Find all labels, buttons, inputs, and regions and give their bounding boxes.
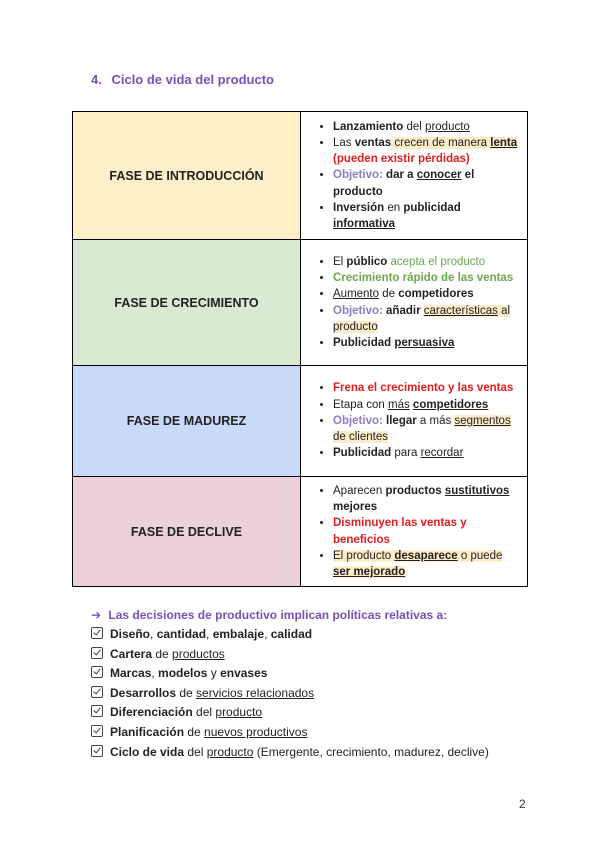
text-run: Cartera (110, 646, 153, 661)
text-run: mejores (333, 501, 378, 514)
text-run: producto (206, 744, 254, 759)
phase-name: FASE DE DECLIVE (73, 477, 301, 587)
text-run: sustitutivos (444, 484, 510, 497)
phase-bullet (333, 397, 521, 413)
text-run: dar a (382, 169, 417, 182)
text-run: Disminuyen las ventas y beneficios (333, 517, 467, 546)
text-run: El (333, 255, 347, 268)
text-run: Objetivo: (333, 414, 383, 427)
text-run: añadir (382, 304, 424, 317)
text-run: y (207, 666, 221, 681)
checkbox-checked-icon (91, 666, 103, 678)
text-run: (pueden existir pérdidas) (333, 153, 470, 166)
text-run: acepta el producto (387, 255, 486, 268)
phase-row (73, 477, 528, 587)
phase-bullets (305, 254, 521, 351)
decisions-checklist (91, 625, 489, 762)
phase-description (301, 366, 528, 477)
text-run: nuevos productivos (204, 724, 308, 739)
text-run: Aparecen (333, 484, 386, 497)
text-run: publicidad (403, 201, 461, 214)
phase-description (301, 477, 528, 587)
phase-description (301, 112, 528, 240)
text-run: o puede (457, 549, 503, 562)
phase-row (73, 112, 528, 240)
text-run: Objetivo: (333, 169, 383, 182)
checkbox-checked-icon (91, 627, 103, 639)
text-run: del (184, 744, 207, 759)
checklist-item (91, 645, 489, 665)
checklist-item (91, 703, 489, 723)
text-run: El producto (333, 549, 395, 562)
text-run: características (423, 304, 498, 317)
text-run: del (192, 705, 216, 720)
text-run: , (206, 627, 213, 641)
section-heading (91, 72, 274, 87)
life-cycle-table-body (73, 112, 528, 587)
text-run: de (184, 724, 205, 739)
text-run: ventas (354, 136, 392, 149)
life-cycle-table (72, 111, 528, 587)
decisions-title-text: Las decisiones de productivo implican políticas relativas a: (108, 608, 448, 622)
text-run: Etapa con (333, 398, 388, 411)
text-run: producto (215, 705, 263, 720)
phase-bullet (333, 380, 521, 396)
text-run: Diferenciación (110, 705, 193, 720)
text-run: , (151, 666, 159, 681)
text-run: informativa (333, 218, 395, 230)
text-run: Las (333, 136, 355, 149)
text-run: productos (172, 646, 225, 661)
text-run: competidores (398, 288, 474, 301)
text-run: calidad (270, 627, 313, 641)
text-run: lenta (490, 136, 518, 149)
phase-bullet (333, 445, 521, 461)
phase-bullet (333, 483, 521, 515)
text-run: para (391, 447, 421, 460)
text-run: de (176, 685, 197, 700)
text-run: en (384, 201, 404, 214)
phase-bullet (333, 303, 521, 335)
phase-row (73, 366, 528, 477)
text-run: producto (425, 120, 470, 133)
text-run: desaparece (394, 549, 458, 562)
text-run: de clientes (333, 431, 388, 444)
checkbox-checked-icon (91, 686, 103, 698)
checkbox-checked-icon (91, 705, 103, 717)
text-run: llegar (382, 414, 417, 427)
phase-bullet (333, 515, 521, 547)
text-run: competidores (412, 398, 489, 411)
text-run: , (264, 627, 271, 641)
text-run: modelos (158, 666, 208, 681)
checklist-item (91, 743, 489, 763)
decisions-section (91, 608, 489, 762)
checklist-item (91, 723, 489, 743)
text-run: conocer (416, 169, 462, 182)
phase-bullet (333, 200, 521, 232)
text-run: productos (385, 484, 445, 497)
text-run: Frena el crecimiento y las ventas (333, 382, 514, 395)
text-run: embalaje (212, 627, 265, 641)
phase-description (301, 240, 528, 366)
text-run: Lanzamiento (333, 120, 404, 133)
checklist-item (91, 664, 489, 684)
phase-bullets (305, 119, 521, 232)
text-run: a más (416, 414, 455, 427)
arrow-icon: ➔ (91, 608, 102, 622)
phase-bullet (333, 335, 521, 351)
text-run: Publicidad (333, 447, 392, 460)
checkbox-checked-icon (91, 745, 103, 757)
text-run: segmentos (454, 414, 511, 427)
text-run: envases (220, 666, 268, 681)
phase-bullet (333, 548, 521, 580)
text-run: Marcas (110, 666, 152, 681)
text-run: Publicidad (333, 336, 395, 349)
page-number: 2 (519, 797, 526, 811)
text-run: al producto (333, 304, 511, 333)
phase-name: FASE DE INTRODUCCIÓN (73, 112, 301, 240)
text-run: servicios relacionados (196, 685, 315, 700)
phase-bullets (305, 483, 521, 580)
text-run: (Emergente, crecimiento, madurez, declive) (253, 744, 489, 759)
text-run: , (150, 627, 157, 641)
checklist-item (91, 684, 489, 704)
text-run: de (152, 646, 173, 661)
phase-bullet (333, 119, 521, 135)
text-run: recordar (420, 447, 464, 460)
phase-bullets (305, 380, 521, 461)
text-run: Inversión (333, 201, 385, 214)
phase-bullet (333, 286, 521, 302)
text-run: de (379, 288, 399, 301)
text-run: el producto (333, 169, 475, 198)
checkbox-checked-icon (91, 647, 103, 659)
text-run: Objetivo: (333, 304, 383, 317)
text-run: crecen de manera (391, 136, 491, 149)
text-run: Crecimiento rápido de las ventas (333, 272, 514, 285)
phase-bullet (333, 135, 521, 167)
text-run: ser mejorado (333, 565, 406, 578)
text-run: público (346, 255, 388, 268)
text-run: más (387, 398, 410, 411)
text-run: Planificación (110, 724, 185, 739)
phase-bullet (333, 413, 521, 445)
checkbox-checked-icon (91, 725, 103, 737)
phase-bullet (333, 270, 521, 286)
text-run: Diseño (110, 627, 151, 641)
text-run: persuasiva (394, 336, 455, 349)
phase-bullet (333, 167, 521, 199)
phase-row (73, 240, 528, 366)
checklist-item (91, 625, 489, 645)
text-run: Desarrollos (110, 685, 177, 700)
decisions-title (91, 608, 489, 622)
section-title: Ciclo de vida del producto (111, 72, 274, 87)
text-run: Ciclo de vida (110, 744, 185, 759)
text-run: Aumento (333, 288, 380, 301)
phase-name: FASE DE MADUREZ (73, 366, 301, 477)
text-run: del (403, 120, 426, 133)
section-number: 4. (91, 72, 102, 87)
phase-bullet (333, 254, 521, 270)
text-run: cantidad (156, 627, 207, 641)
phase-name: FASE DE CRECIMIENTO (73, 240, 301, 366)
